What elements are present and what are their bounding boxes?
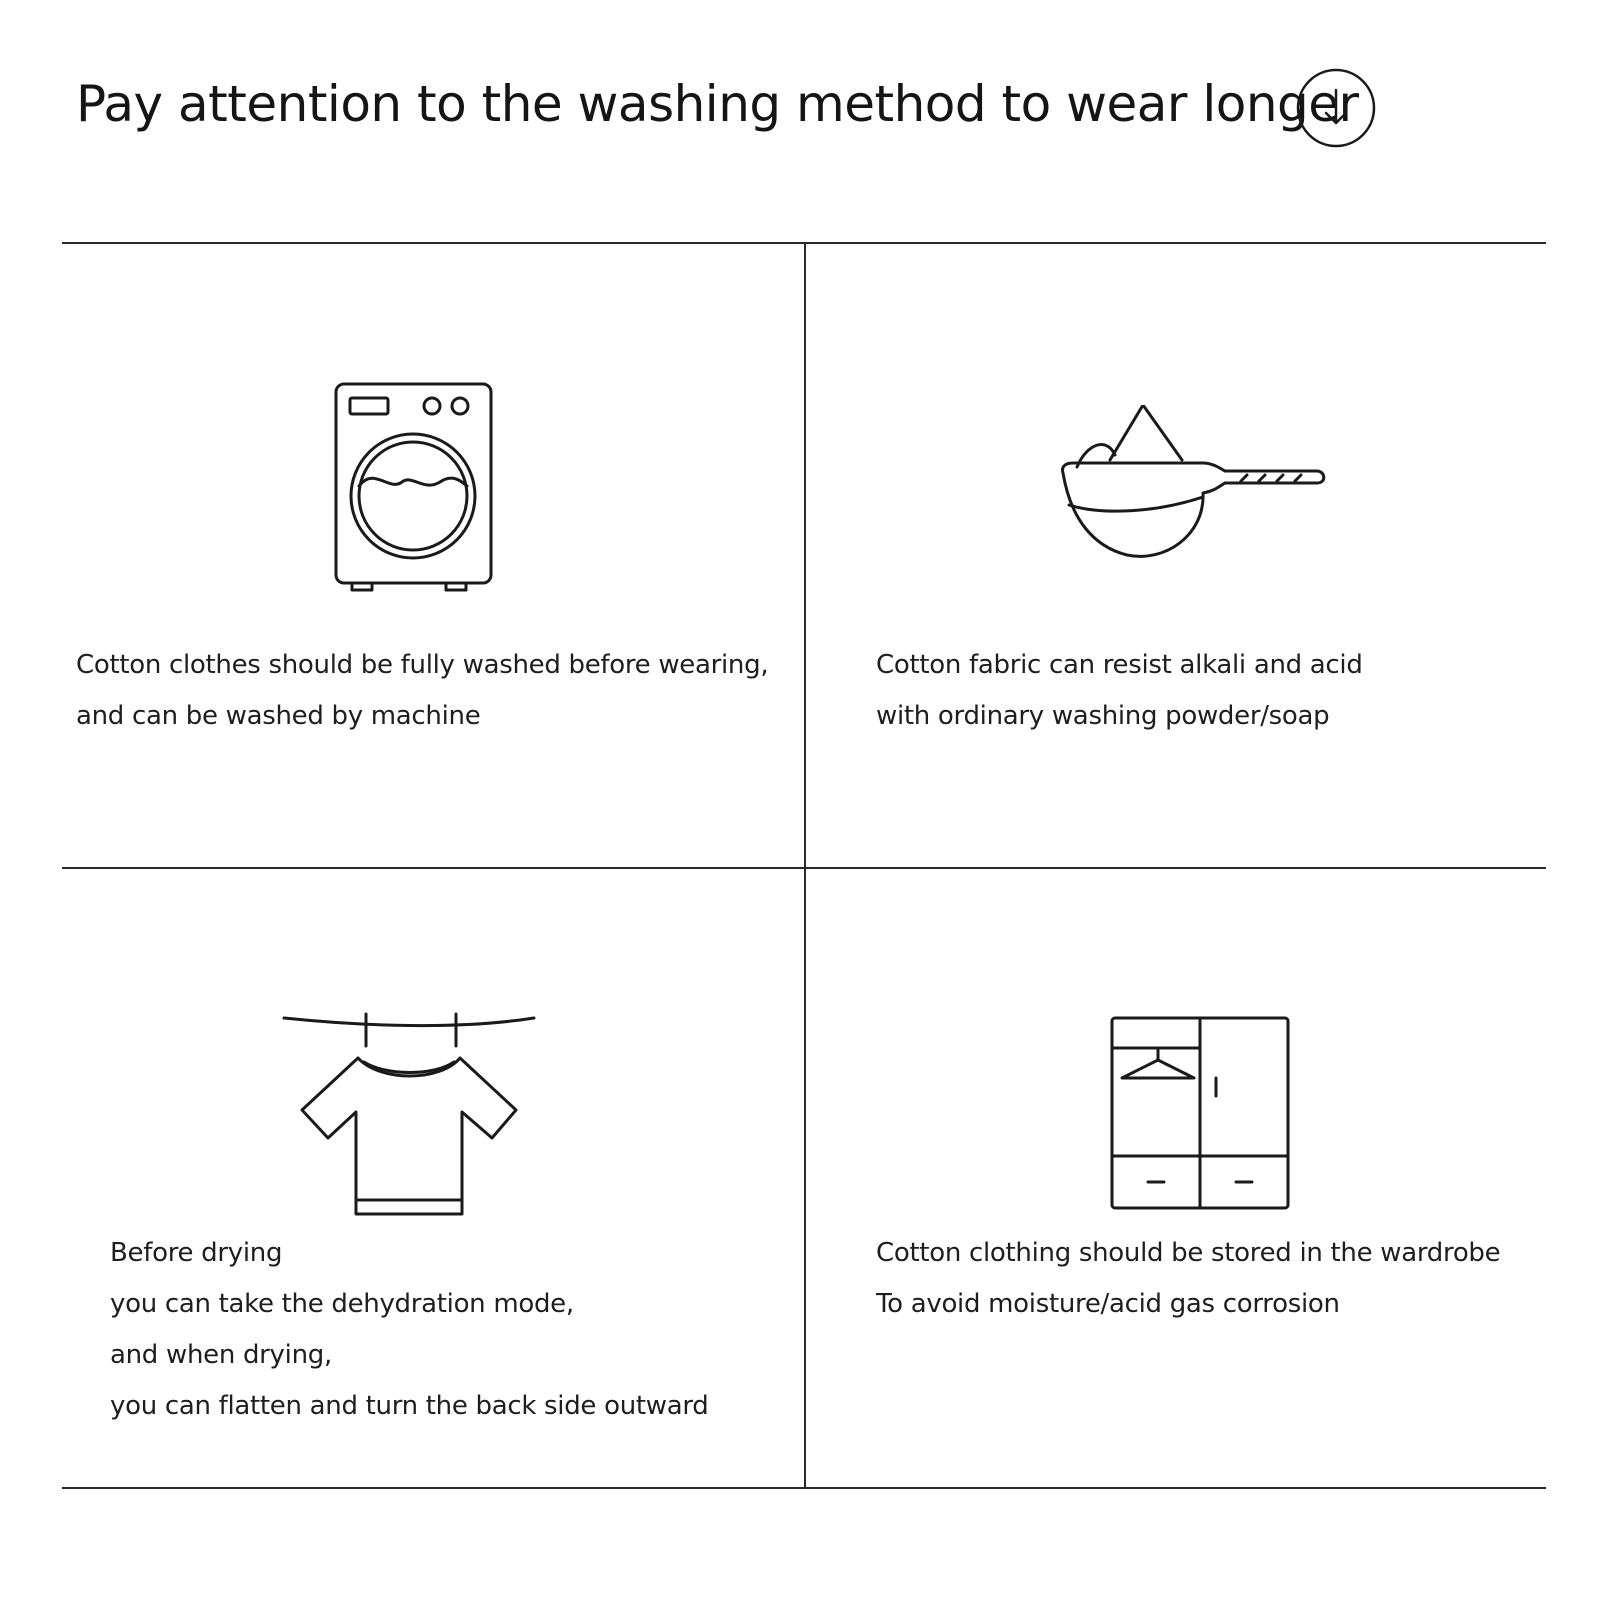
grid-vertical-divider: [804, 242, 806, 1489]
cell-washing-text: [76, 640, 768, 742]
care-instructions-grid: [62, 242, 1546, 1489]
cell-washing-line: Cotton clothes should be fully washed before wearing,: [76, 650, 769, 680]
arrow-down-circle-icon[interactable]: [1296, 68, 1376, 148]
cell-storage-line: To avoid moisture/acid gas corrosion: [876, 1289, 1340, 1319]
wardrobe-icon: [1108, 1014, 1292, 1212]
washing-machine-icon: [332, 380, 502, 595]
cell-detergent-line: Cotton fabric can resist alkali and acid: [876, 650, 1363, 680]
cell-drying-line: and when drying,: [110, 1340, 332, 1370]
cell-washing-line: and can be washed by machine: [76, 701, 481, 731]
tshirt-on-clothesline-icon: [282, 1012, 542, 1240]
cell-drying-line: you can flatten and turn the back side outward: [110, 1391, 709, 1421]
cell-storage-text: [876, 1228, 1500, 1330]
cell-detergent-text: [876, 640, 1363, 742]
cell-detergent-line: with ordinary washing powder/soap: [876, 701, 1330, 731]
cell-storage-line: Cotton clothing should be stored in the wardrobe: [876, 1238, 1501, 1268]
cell-drying-text: [110, 1228, 709, 1432]
cell-drying-line: Before drying: [110, 1238, 283, 1268]
page-title: Pay attention to the washing method to wear longer: [76, 75, 1359, 133]
cell-drying-line: you can take the dehydration mode,: [110, 1289, 574, 1319]
detergent-scoop-icon: [1055, 405, 1330, 567]
